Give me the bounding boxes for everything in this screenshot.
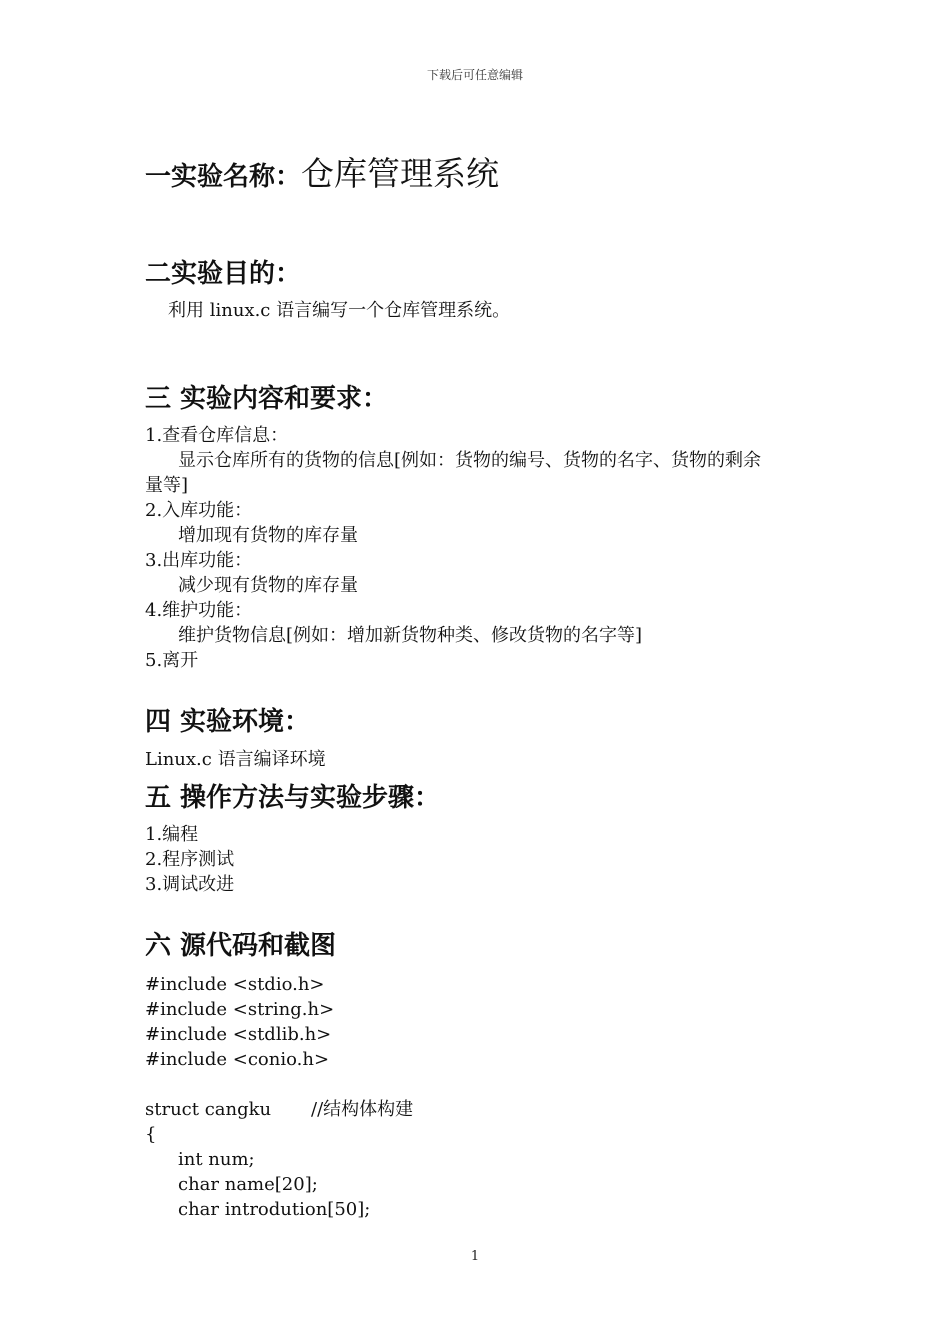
code-field-1: int num;: [178, 1149, 255, 1170]
section-1-prefix: 一实验名称：: [145, 162, 302, 192]
page-header: 下载后可任意编辑: [426, 68, 523, 82]
section-4-heading: 四 实验环境：: [145, 707, 311, 737]
requirement-label-5: 5.离开: [145, 650, 199, 671]
requirement-label-3: 3.出库功能：: [145, 550, 253, 571]
code-field-2: char name[20];: [178, 1174, 318, 1195]
code-struct-decl: struct cangku: [145, 1099, 272, 1120]
section-2-body: 利用 linux.c 语言编写一个仓库管理系统。: [168, 300, 511, 321]
section-3-heading: 三 实验内容和要求：: [145, 384, 389, 414]
section-1-heading: [145, 154, 500, 193]
requirement-desc-4: 维护货物信息[例如：增加新货物种类、修改货物的名字等]: [178, 625, 643, 646]
requirement-label-2: 2.入库功能：: [145, 500, 253, 521]
section-4-body: Linux.c 语言编译环境: [145, 749, 326, 770]
code-open-brace: {: [145, 1124, 157, 1145]
requirement-label-4: 4.维护功能：: [145, 600, 253, 621]
experiment-title: 仓库管理系统: [301, 154, 500, 193]
code-struct-comment: //结构体构建: [311, 1099, 414, 1120]
requirement-desc-1: 显示仓库所有的货物的信息[例如：货物的编号、货物的名字、货物的剩余: [178, 450, 762, 471]
requirement-desc-1-cont: 量等]: [145, 475, 189, 496]
step-2: 2.程序测试: [145, 849, 235, 870]
section-2-heading: 二实验目的：: [145, 259, 302, 289]
code-include-2: #include <string.h>: [145, 999, 335, 1020]
code-include-1: #include <stdio.h>: [145, 974, 325, 995]
code-include-3: #include <stdlib.h>: [145, 1024, 332, 1045]
page-number: 1: [470, 1249, 480, 1264]
requirement-desc-2: 增加现有货物的库存量: [178, 525, 358, 546]
section-6-heading: 六 源代码和截图: [145, 931, 337, 961]
requirement-label-1: 1.查看仓库信息：: [145, 425, 289, 446]
section-5-heading: 五 操作方法与实验步骤：: [145, 783, 441, 813]
requirement-desc-3: 减少现有货物的库存量: [178, 575, 358, 596]
step-1: 1.编程: [145, 824, 199, 845]
code-field-3: char introdution[50];: [178, 1199, 371, 1220]
step-3: 3.调试改进: [145, 874, 235, 895]
code-include-4: #include <conio.h>: [145, 1049, 330, 1070]
